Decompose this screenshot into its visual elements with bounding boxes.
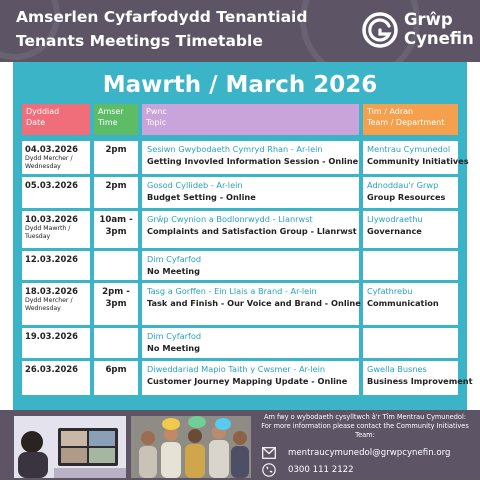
topic-welsh: Dim Cyfarfod <box>147 254 202 264</box>
column-header-time-english: Time <box>98 117 118 127</box>
meeting-day: Dydd Mawrth / Tuesday <box>25 225 71 240</box>
photo-group-of-people <box>131 416 251 478</box>
meeting-date: 19.03.2026 <box>25 331 78 341</box>
team-welsh: Cyfathrebu <box>367 286 413 296</box>
time-cell <box>94 251 138 280</box>
meeting-time: 10am - <box>99 215 133 225</box>
column-header-team-welsh: Tim / Adran <box>367 107 414 116</box>
topic-welsh: Grŵp Cwynion a Bodlonrwydd - Llanrwst <box>147 214 313 224</box>
date-cell <box>22 177 90 208</box>
time-cell <box>94 141 138 174</box>
topic-english: Budget Setting - Online <box>147 191 256 202</box>
column-header-date-english: Date <box>26 117 46 127</box>
contact-info-text <box>258 413 472 440</box>
logo-text-cynefin: Cynefin <box>404 29 474 48</box>
team-cell <box>363 177 458 208</box>
topic-english: Complaints and Satisfaction Group - Llanrwst <box>147 225 357 236</box>
month-title: Mawrth / March 2026 <box>102 72 378 98</box>
email-link[interactable]: mentraucymunedol@grwpcynefin.org <box>288 448 451 458</box>
team-english: Community Initiatives <box>367 155 469 166</box>
topic-welsh: Sesiwn Gwybodaeth Cymryd Rhan - Ar-lein <box>147 144 323 154</box>
date-cell <box>22 328 90 358</box>
topic-english: Customer Journey Mapping Update - Online <box>147 375 348 386</box>
timetable-frame <box>13 62 473 410</box>
topic-english: No Meeting <box>147 265 200 276</box>
team-cell <box>363 141 469 174</box>
email-contact[interactable] <box>262 447 450 459</box>
title-english: Tenants Meetings Timetable <box>16 32 263 50</box>
meeting-date: 05.03.2026 <box>25 180 78 190</box>
time-cell <box>94 177 138 208</box>
title-welsh: Amserlen Cyfarfodydd Tenantiaid <box>16 8 308 26</box>
topic-cell <box>142 361 359 395</box>
date-cell <box>22 211 90 248</box>
time-cell <box>94 361 138 395</box>
logo-text-grwp: Grŵp <box>404 10 453 29</box>
contact-info-welsh: Am fwy o wybodaeth cysylltwch â'r Tîm Mentrau Cymunedol: <box>263 413 466 421</box>
meeting-time: 3pm <box>105 299 127 310</box>
team-welsh: Adnoddau'r Grwp <box>367 180 439 190</box>
team-english: Communication <box>367 297 439 308</box>
time-cell <box>94 283 138 325</box>
meeting-time: 2pm - <box>102 287 130 297</box>
topic-cell <box>142 283 359 325</box>
date-cell <box>22 361 90 395</box>
team-cell <box>363 283 458 325</box>
team-welsh: Llywodraethu <box>367 214 423 224</box>
team-english: Business Improvement <box>367 375 473 386</box>
topic-welsh: Dim Cyfarfod <box>147 331 202 341</box>
time-cell <box>94 211 138 248</box>
date-cell <box>22 251 90 280</box>
meeting-date: 12.03.2026 <box>25 254 78 264</box>
date-cell <box>22 141 90 174</box>
header-banner <box>0 0 480 62</box>
meeting-date: 10.03.2026 <box>25 214 78 224</box>
topic-welsh: Diweddariad Mapio Taith y Cwsmer - Ar-lein <box>147 364 326 374</box>
meeting-date: 04.03.2026 <box>25 144 78 154</box>
meeting-time: 2pm <box>105 181 127 191</box>
meeting-day: Dydd Mercher / Wednesday <box>25 297 73 312</box>
column-header-date-welsh: Dyddiad <box>26 107 60 116</box>
topic-cell <box>142 211 359 248</box>
topic-english: Getting Invovled Information Session - Online <box>147 155 359 166</box>
topic-cell <box>142 177 359 208</box>
meeting-date: 26.03.2026 <box>25 364 78 374</box>
topic-cell <box>142 141 359 174</box>
topic-english: Task and Finish - Our Voice and Brand - Online <box>147 297 361 308</box>
photo-video-call <box>14 416 126 478</box>
grwp-cynefin-logo-icon <box>362 12 398 48</box>
topic-english: No Meeting <box>147 342 200 353</box>
team-english: Group Resources <box>367 191 446 202</box>
meeting-day: Dydd Mercher / Wednesday <box>25 155 73 170</box>
meeting-time: 3pm <box>105 227 127 238</box>
column-header-team-english: Team / Department <box>367 117 445 127</box>
team-english: Governance <box>367 225 422 236</box>
topic-welsh: Tasg a Gorffen - Ein Llais a Brand - Ar-lein <box>147 286 317 296</box>
column-header-topic-english: Topic <box>146 117 167 127</box>
team-cell <box>363 211 458 248</box>
time-cell <box>94 328 138 358</box>
phone-contact[interactable] <box>262 463 354 477</box>
meeting-time: 2pm <box>105 145 127 155</box>
column-header-topic <box>142 104 359 135</box>
team-cell <box>363 328 458 358</box>
team-cell <box>363 361 473 395</box>
column-header-topic-welsh: Pwnc <box>146 107 167 116</box>
meeting-date: 18.03.2026 <box>25 286 78 296</box>
column-header-date <box>22 104 90 135</box>
column-header-team <box>363 104 458 135</box>
meeting-time: 6pm <box>105 365 127 375</box>
team-cell <box>363 251 458 280</box>
team-welsh: Mentrau Cymunedol <box>367 144 451 154</box>
date-cell <box>22 283 90 325</box>
column-header-time-welsh: Amser <box>98 107 124 116</box>
envelope-icon <box>262 447 276 459</box>
topic-welsh: Gosod Cyllideb - Ar-lein <box>147 180 243 190</box>
topic-cell <box>142 328 359 358</box>
team-welsh: Gwella Busnes <box>367 364 427 374</box>
contact-info-english: For more information please contact the Community Initiatives Team: <box>261 421 469 439</box>
column-header-time <box>94 104 138 135</box>
phone-number[interactable]: 0300 111 2122 <box>288 465 354 475</box>
phone-icon <box>262 463 276 477</box>
topic-cell <box>142 251 359 280</box>
